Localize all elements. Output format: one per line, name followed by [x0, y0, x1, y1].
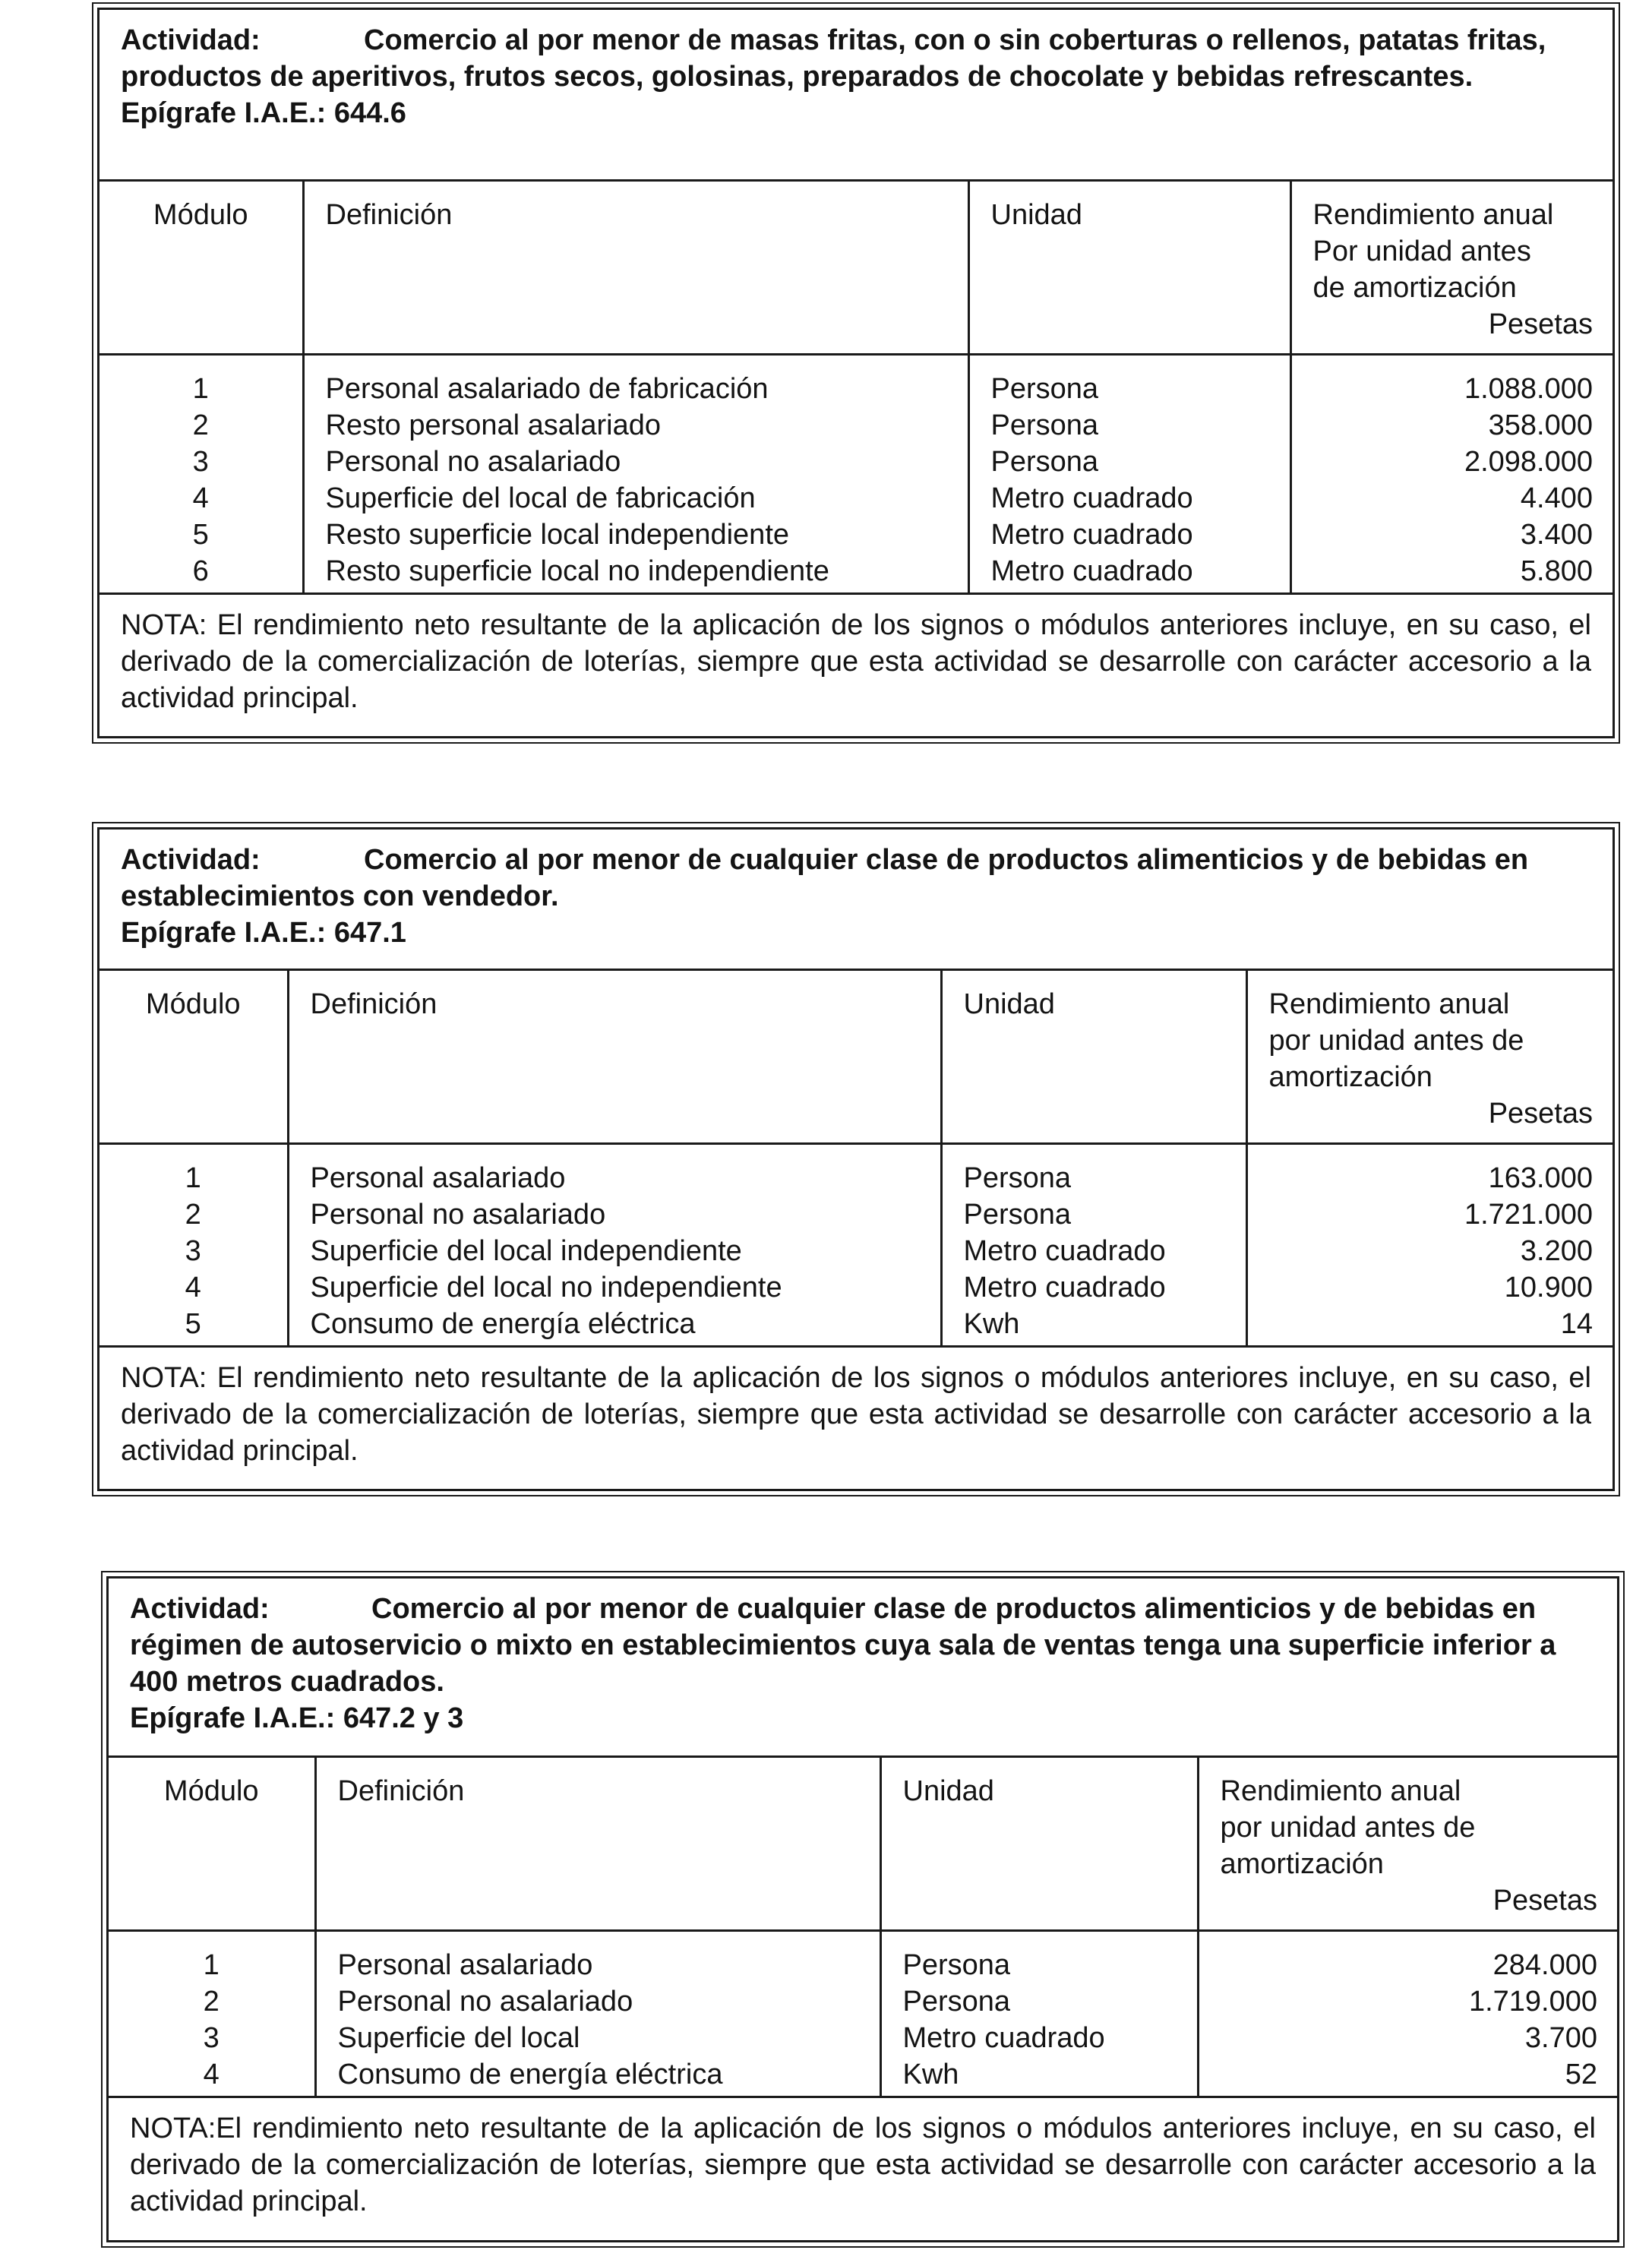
table-row: 5 Resto superficie local independiente Metro cuadrado 3.400 — [99, 517, 1613, 553]
epigrafe: Epígrafe I.A.E.: 644.6 — [121, 97, 406, 129]
activity-block-2 — [97, 827, 1615, 1491]
col-header-unidad: Unidad — [880, 1758, 1198, 1931]
table-row: 1 Personal asalariado Persona 163.000 — [99, 1144, 1613, 1197]
modules-table — [99, 971, 1613, 1345]
actividad-text: Comercio al por menor de cualquier clase de productos alimenticios y de bebidas en establecimientos con vendedor. — [121, 844, 1529, 912]
col-header-definicion: Definición — [288, 971, 941, 1144]
actividad-label: Actividad: — [121, 844, 261, 876]
col-header-modulo: Módulo — [109, 1758, 315, 1931]
table-row: 3 Superficie del local independiente Metro cuadrado 3.200 — [99, 1233, 1613, 1269]
table-row: 6 Resto superficie local no independiente Metro cuadrado 5.800 — [99, 553, 1613, 593]
actividad-label: Actividad: — [130, 1593, 270, 1625]
activity-block-3 — [106, 1576, 1619, 2242]
activity-block-1 — [97, 8, 1615, 738]
modules-table — [99, 182, 1613, 593]
col-header-rendimiento: Rendimiento anual Por unidad antes de amortización Pesetas — [1290, 182, 1613, 355]
table-row: 2 Personal no asalariado Persona 1.719.000 — [109, 1983, 1617, 2020]
table-row: 2 Personal no asalariado Persona 1.721.000 — [99, 1196, 1613, 1233]
table-row: 1 Personal asalariado de fabricación Persona 1.088.000 — [99, 355, 1613, 408]
activity-header — [99, 10, 1613, 182]
currency-label: Pesetas — [1488, 1098, 1593, 1130]
actividad-text: Comercio al por menor de cualquier clase de productos alimenticios y de bebidas en régimen de autoservicio o mixto en establecimientos cuya sala de ventas tenga una superficie inferior a 400 metros cuadrados. — [130, 1593, 1556, 1698]
col-header-unidad: Unidad — [941, 971, 1246, 1144]
table-row: 5 Consumo de energía eléctrica Kwh 14 — [99, 1306, 1613, 1345]
table-row: 3 Superficie del local Metro cuadrado 3.700 — [109, 2020, 1617, 2056]
modules-table — [109, 1758, 1617, 2096]
col-header-rendimiento: Rendimiento anual por unidad antes de amortización Pesetas — [1198, 1758, 1617, 1931]
nota: NOTA: El rendimiento neto resultante de la aplicación de los signos o módulos anteriores incluye, en su caso, el derivado de la comercialización de loterías, siempre que esta actividad se desarrolle con carácter accesorio a la actividad principal. — [99, 1345, 1613, 1480]
nota: NOTA: El rendimiento neto resultante de la aplicación de los signos o módulos anteriores incluye, en su caso, el derivado de la comercialización de loterías, siempre que esta actividad se desarrolle con carácter accesorio a la actividad principal. — [99, 593, 1613, 727]
col-header-unidad: Unidad — [968, 182, 1290, 355]
table-row: 1 Personal asalariado Persona 284.000 — [109, 1931, 1617, 1984]
col-header-definicion: Definición — [315, 1758, 880, 1931]
actividad-text: Comercio al por menor de masas fritas, con o sin coberturas o rellenos, patatas fritas, productos de aperitivos, frutos secos, golosinas, preparados de chocolate y bebidas refrescantes. — [121, 24, 1546, 93]
activity-header — [99, 830, 1613, 971]
table-row: 4 Consumo de energía eléctrica Kwh 52 — [109, 2056, 1617, 2096]
col-header-modulo: Módulo — [99, 971, 288, 1144]
table-row: 2 Resto personal asalariado Persona 358.000 — [99, 407, 1613, 444]
col-header-modulo: Módulo — [99, 182, 303, 355]
table-row: 3 Personal no asalariado Persona 2.098.000 — [99, 444, 1613, 480]
table-row: 4 Superficie del local de fabricación Metro cuadrado 4.400 — [99, 480, 1613, 517]
currency-label: Pesetas — [1488, 308, 1593, 340]
col-header-definicion: Definición — [303, 182, 968, 355]
epigrafe: Epígrafe I.A.E.: 647.1 — [121, 917, 406, 949]
col-header-rendimiento: Rendimiento anual por unidad antes de amortización Pesetas — [1246, 971, 1613, 1144]
nota: NOTA:El rendimiento neto resultante de la aplicación de los signos o módulos anteriores incluye, en su caso, el derivado de la comercialización de loterías, siempre que esta actividad se desarrolle con carácter accesorio a la actividad principal. — [109, 2096, 1617, 2230]
table-row: 4 Superficie del local no independiente Metro cuadrado 10.900 — [99, 1269, 1613, 1306]
epigrafe: Epígrafe I.A.E.: 647.2 y 3 — [130, 1702, 464, 1734]
activity-header — [109, 1578, 1617, 1758]
currency-label: Pesetas — [1492, 1885, 1597, 1917]
actividad-label: Actividad: — [121, 24, 261, 56]
